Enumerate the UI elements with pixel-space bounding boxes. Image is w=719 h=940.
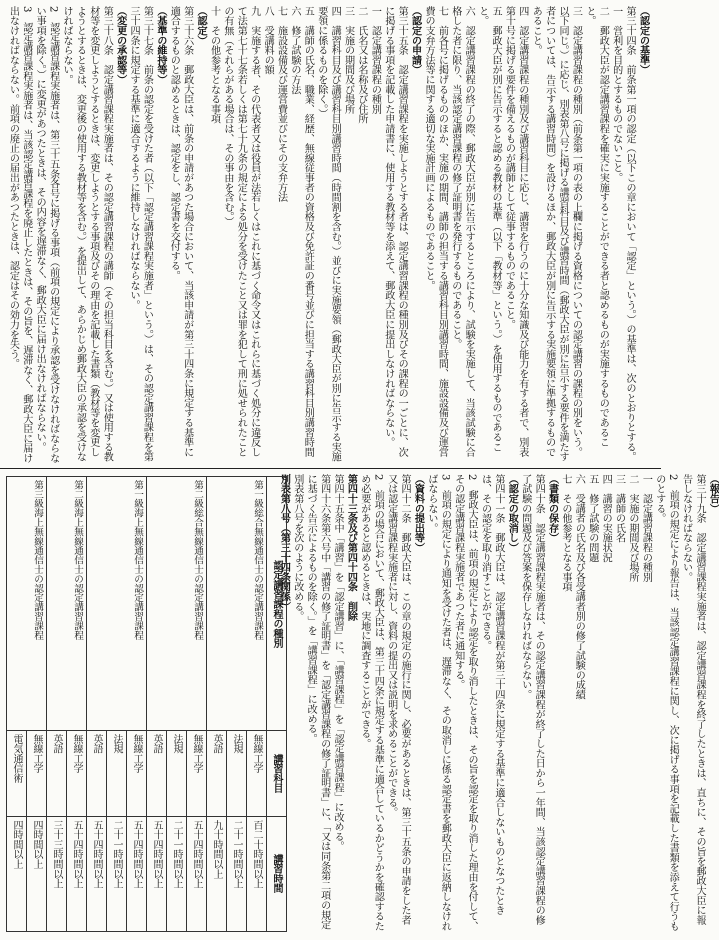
header-kind: 認定講習課程の種別 (267, 477, 287, 731)
paragraph: 五 講師の氏名、職業、経歴、無線従事者の資格及び免許証の番号並びに担当する講習科目別講習時間 (302, 6, 314, 457)
paragraph: 五 郵政大臣が別に告示すると認める教材の基準（以下「教材等」という。）を使用するものであること。 (476, 6, 502, 452)
subject-cell: 無線工学 (127, 731, 147, 816)
paragraph: 第四十一条 郵政大臣は、認定講習課程が第三十四条に規定する基準に適合しないものとなつたときは、その認定を取り消すことができる。 (479, 474, 504, 916)
section-heading: 別表第八号（第三十四条関係） (278, 474, 290, 612)
paragraph: 六 受講者の氏名及び各受講者別の修了試験の成績 (573, 474, 585, 700)
section-heading: （資料の提出等） (412, 474, 424, 553)
paragraph: 一 認定講習課程の種別 (369, 6, 381, 114)
subject-cell: 無線工学 (67, 731, 87, 816)
table-row (187, 477, 207, 932)
paragraph: 四 講習の実施状況 (600, 474, 612, 563)
paragraph: 四 認定講習課程の種別及び講習科目に応じ、講習を行うのに十分な知識及び能力を有する者で、別表第十号に掲げる要件を備えるものが講師として従事するものであること。 (503, 6, 528, 457)
paragraph: 第三十四条 前条第一項の認定（以下この章において「認定」という。）の基準は、次のとおりとする。 (624, 6, 636, 462)
course-kind-cell: 第一級海上無線通信士の認定講習課程 (87, 477, 147, 731)
upper-vertical-text (6, 6, 650, 464)
paragraph: 六 修了試験の方法 (288, 6, 300, 95)
lower-text-block (277, 474, 719, 934)
paragraph: 三 実施の期間及び場所 (342, 6, 354, 114)
paragraph: 2 郵政大臣は、前項の規定により認定を取り消したときは、その旨を認定を取り消した理由を付して、その認定講習課程実施者であつた者に通知する。 (452, 474, 478, 931)
subject-cell: 法規 (167, 731, 187, 816)
hours-cell: 四時間以上 (7, 816, 27, 931)
horizontal-divider (0, 468, 661, 469)
subject-cell: 法規 (227, 731, 247, 816)
paragraph: 第三十八条 認定講習課程実施者は、その認定講習課程の講師（その担当科目を含む。）又は使用する教材等を変更しようとするときは、変更しようとする事項及びその理由を記載した書類（教材等を変更しようとするときは、変更後の使用する教材等を含む。）を提出して、あらかじめ郵政大臣の承認を受けなければならない。 (61, 6, 113, 462)
subject-cell: 無線工学 (247, 731, 267, 816)
paragraph: 第四十条 認定講習課程実施者は、その認定講習課程が終了した日から一年間、当該認定講習課程の修了試験の問題及び答案を保存しなければならない。 (519, 474, 545, 925)
paragraph: 第四十二条 郵政大臣は、この章の規定の施行に関し、必要があるときは、第三十五条の申請をした者又は認定講習課程実施者に対し、資料の提出又は説明を求めることができる。 (385, 474, 411, 925)
paragraph: 三 講師の氏名 (613, 474, 625, 543)
paragraph: 二 氏名又は名称及び住所 (355, 6, 367, 124)
paragraph: 四 講習科目及び講習科目別講習時間（時間割を含む。）並びに実施要領（郵政大臣が別に告示する実施要領に係るものを除く。） (315, 6, 341, 462)
subject-cell: 電気通信術 (7, 731, 27, 816)
course-kind-cell: 第二級総合無線通信士の認定講習課程 (147, 477, 207, 731)
paragraph: 第三十九条 認定講習課程実施者は、認定講習課程を終了したときは、直ちに、その旨を郵政大臣に報告しなければならない。 (680, 474, 705, 925)
paragraph: 七 施設設備及び運営費並びにその支弁方法 (275, 6, 287, 203)
hours-cell: 二十一時間以上 (107, 816, 127, 931)
lower-vertical-text (277, 474, 719, 934)
section-heading: （報告） (707, 474, 719, 514)
section-heading: （変更の承認等） (114, 6, 126, 85)
subject-cell: 無線工学 (27, 731, 47, 816)
paragraph: 十 その他参考となる事項 (208, 6, 220, 124)
paragraph: 第三十五条 認定講習課程を実施しようとする者は、認定講習課程の種別及びその課程の一ごとに、次に掲げる事項を記載した申請書に、使用する教材等を添えて、郵政大臣に提出しなければならない。 (382, 6, 408, 457)
subject-cell: 英語 (147, 731, 167, 816)
upper-text-block (6, 6, 655, 464)
hours-cell: 五十四時間以上 (87, 816, 107, 931)
paragraph: 3 認定講習課程実施者は、当該認定講習課程を廃止したときは、その旨を、遅滞なく、郵政大臣に届け出なければならない。前項の廃止の届出があつたときは、認定はその効力を失う。 (7, 6, 32, 463)
section-heading: 第四十三条及び第四十四条 削除 (345, 474, 357, 622)
schedule-table (6, 476, 287, 932)
paragraph: 七 その他参考となる事項 (559, 474, 571, 592)
hours-cell: 百二十時間以上 (247, 816, 267, 931)
paragraph: 八 受講料の額 (262, 6, 274, 75)
paragraph: 二 実施の期間及び場所 (626, 474, 638, 582)
section-heading: （認定の申請） (409, 6, 421, 75)
hours-cell: 二十一時間以上 (227, 816, 247, 931)
section-heading: （認定の取消し） (506, 474, 518, 553)
paragraph: 2 認定講習課程実施者は、第三十五条各号に掲げる事項（前項の規定により承認を受けなければならない事項を除く。）に変更があつたときは、その内容を遅滞なく、郵政大臣に届け出なければならない。 (34, 6, 59, 463)
paragraph: 二 郵政大臣が認定講習課程を確実に実施することができる者と認めるものが実施するものであること。 (583, 6, 609, 448)
subject-cell: 無線工学 (187, 731, 207, 816)
paragraph: 一 認定講習課程の種別 (640, 474, 652, 582)
paragraph: 七 前各号に掲げるもののほか、実施の期間、講師の担当する講習科目別講習時間、施設設備及び運営費の支弁方法等に関する適切な実施計画によるものであること。 (423, 6, 448, 457)
paragraph: 三 認定講習課程の種別（前条第一項の表の上欄に掲げる資格についての認定講習の課程の別をいう。以下同じ。）に応じ、別表第八号に掲げる講習科目及び講習時間（郵政大臣が別に告示する要件を満たす者については、告示する講習時間）を設けるほか、郵政大臣が別に告示する実施要領に準拠するものであること。 (530, 6, 582, 462)
course-kind-cell: 第三級海上無線通信士の認定講習課程 (7, 477, 47, 731)
lower-block (6, 474, 719, 934)
paragraph: 2 前項の規定により報告は、当該認定講習課程に関し、次に掲げる事項を記載した書類を添えて行うものとする。 (653, 474, 679, 931)
section-heading: （認定の基準） (637, 6, 649, 75)
paragraph: 第四十六条第六号中「講習の修了証明書」を「認定講習課程の修了証明書」に、「又は同条第二項の規定に基づく告示によるものを除く。」を「講習課程」に改める。 (305, 474, 330, 930)
section-heading: （認定） (195, 6, 207, 46)
paragraph: 九 実施する者、その代表者又は役員が法若しくはこれに基づく命令又はこれらに基づく処分に違反して法第七十七条若しくは第七十九条の規定による処分を受けたこと又は罪を犯して刑に処せられたことの有無（それらがある場合は、その事由を含む。） (221, 6, 260, 457)
paragraph: 第三十六条 郵政大臣は、前条の申請があつた場合において、当該申請が第三十四条に規定する基準に適合するものと認めるときは、認定をし、認定書を交付する。 (168, 6, 193, 457)
header-subject: 講習科目 (267, 731, 287, 816)
subject-cell: 英語 (87, 731, 107, 816)
course-kind-cell: 第二級海上無線通信士の認定講習課程 (47, 477, 87, 731)
table-row (67, 477, 87, 932)
schedule-table-area (6, 476, 282, 932)
paragraph: 一 営利を目的とするものでないこと。 (610, 6, 622, 183)
paragraph: 第四十五条中「講習」を「認定講習」に、「講習課程」を「認定講習課程」に改める。 (332, 474, 344, 852)
hours-cell: 五十四時間以上 (67, 816, 87, 931)
course-kind-cell: 第一級総合無線通信士の認定講習課程 (207, 477, 267, 731)
paragraph: 別表第八号を次のように改める。 (291, 474, 303, 622)
paragraph: 第三十七条 前条の認定を受けた者（以下「認定講習課程実施者」という。）は、その認定講習課程を第三十四条に規定する基準に適合するように維持しなければならない。 (128, 6, 153, 462)
hours-cell: 九十時間以上 (207, 816, 227, 931)
hours-cell: 三十三時間以上 (47, 816, 67, 931)
header-hours: 講習時間 (267, 816, 287, 931)
section-heading: （書類の保存） (546, 474, 558, 543)
hours-cell: 五十四時間以上 (187, 816, 207, 931)
table-row (247, 477, 267, 932)
subject-cell: 英語 (47, 731, 67, 816)
table-header-row (267, 477, 287, 932)
subject-cell: 法規 (107, 731, 127, 816)
section-heading: （基準の維持等） (154, 6, 166, 85)
paragraph: 2 前項の場合において、郵政大臣は、第三十四条に規定する基準に適合しているかどうかを確認するため必要があると認めるときは、実地に調査することができる。 (358, 474, 384, 931)
paragraph: 3 前項の規定により通知を受けた者は、遅滞なく、その取消しに係る認定書を郵政大臣に返納しなければならない。 (425, 474, 451, 931)
hours-cell: 四時間以上 (27, 816, 47, 931)
table-row (127, 477, 147, 932)
hours-cell: 五十四時間以上 (147, 816, 167, 931)
table-row (27, 477, 47, 932)
paragraph: 六 認定講習課程の終了の際、郵政大臣が別に告示するところにより、試験を実施して、当該試験に合格した者に限り、当該認定講習課程の修了証明書を発行するものであること。 (449, 6, 475, 457)
subject-cell: 英語 (207, 731, 227, 816)
hours-cell: 二十一時間以上 (167, 816, 187, 931)
paragraph: 五 修了試験の問題 (586, 474, 598, 563)
hours-cell: 五十四時間以上 (127, 816, 147, 931)
